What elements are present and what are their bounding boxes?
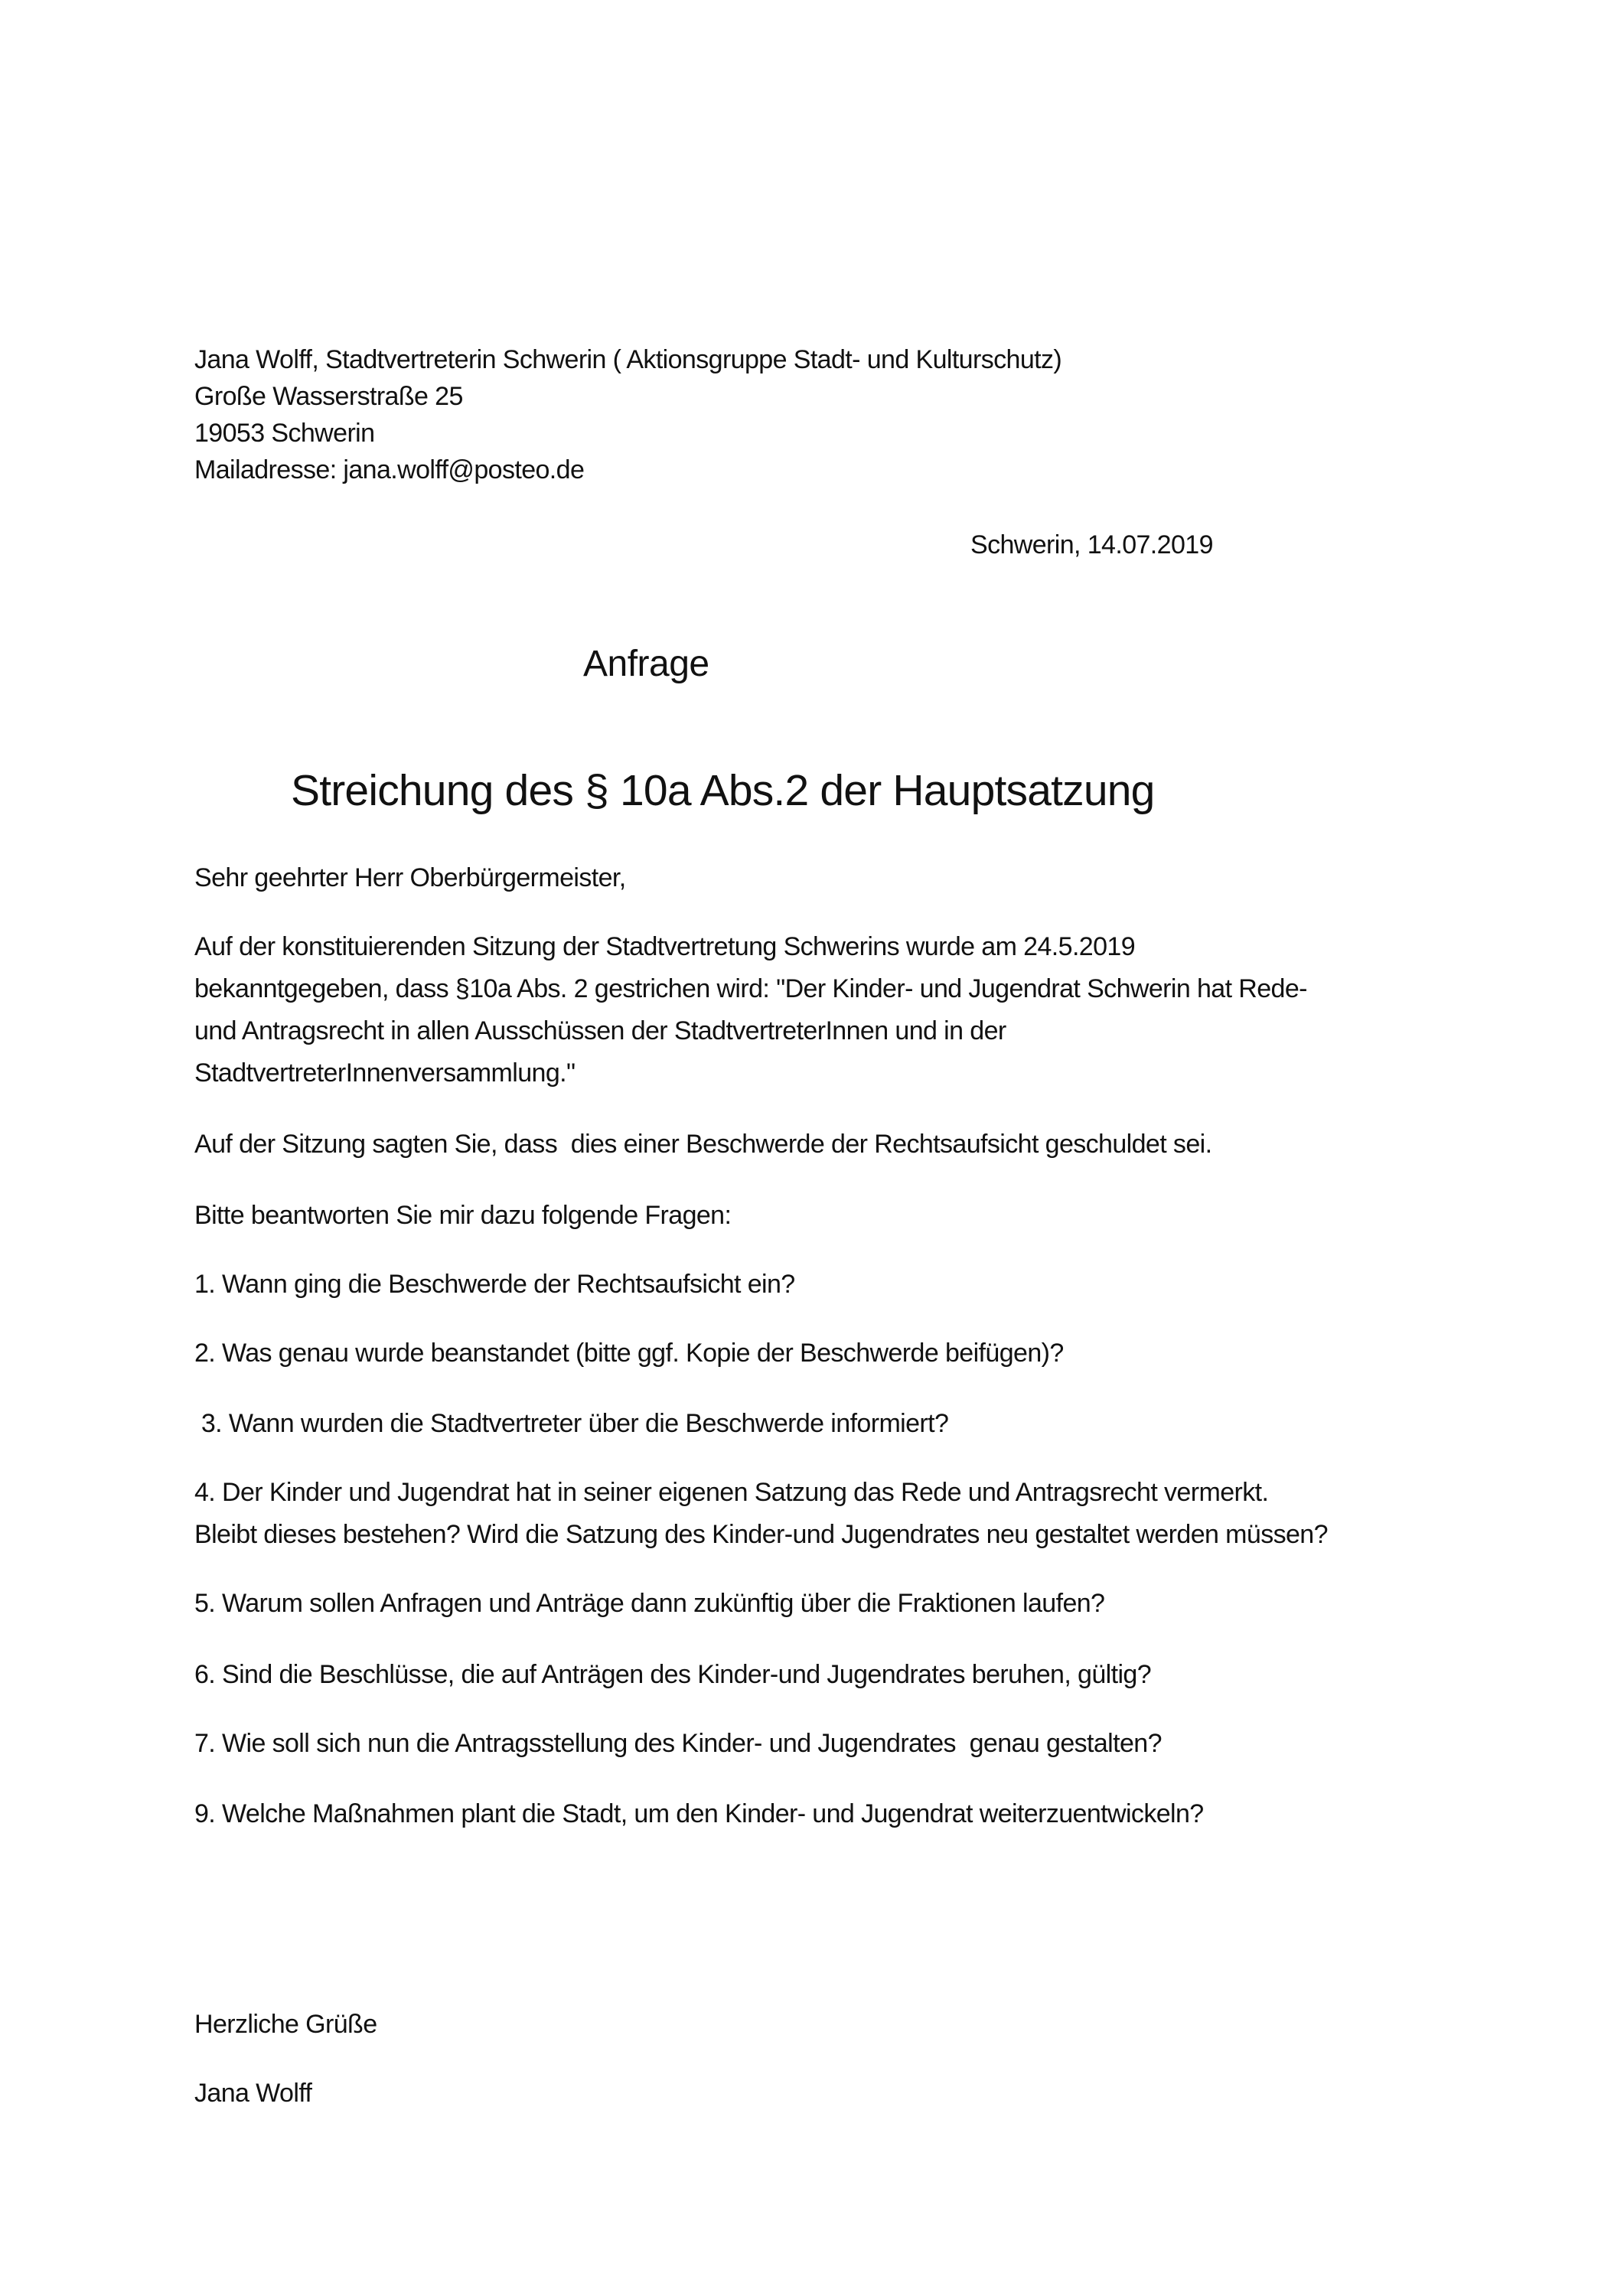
place-date: Schwerin, 14.07.2019	[970, 530, 1213, 559]
question-item: 5. Warum sollen Anfragen und Anträge dann zukünftig über die Fraktionen laufen?	[194, 1589, 1105, 1618]
paragraph-line: StadtvertreterInnenversammlung."	[194, 1058, 576, 1088]
document-type: Anfrage	[583, 644, 709, 684]
paragraph-line: Auf der konstituierenden Sitzung der Stadtvertretung Schwerins wurde am 24.5.2019	[194, 932, 1136, 961]
question-item: 2. Was genau wurde beanstandet (bitte ggf. Kopie der Beschwerde beifügen)?	[194, 1339, 1064, 1368]
question-item-continuation: Bleibt dieses bestehen? Wird die Satzung des Kinder-und Jugendrates neu gestaltet werden müssen?	[194, 1520, 1328, 1549]
question-item: 1. Wann ging die Beschwerde der Rechtsaufsicht ein?	[194, 1270, 795, 1299]
paragraph-line: bekanntgegeben, dass §10a Abs. 2 gestrichen wird: "Der Kinder- und Jugendrat Schwerin hat Rede-	[194, 974, 1307, 1003]
sender-email: Mailadresse: jana.wolff@posteo.de	[194, 455, 585, 484]
signature-name: Jana Wolff	[194, 2079, 312, 2108]
paragraph-line: und Antragsrecht in allen Ausschüssen der StadtvertreterInnen und in der	[194, 1016, 1006, 1045]
closing: Herzliche Grüße	[194, 2010, 377, 2039]
question-item: 6. Sind die Beschlüsse, die auf Anträgen des Kinder-und Jugendrates beruhen, gültig?	[194, 1660, 1152, 1689]
question-item: 4. Der Kinder und Jugendrat hat in seiner eigenen Satzung das Rede und Antragsrecht vermerkt.	[194, 1478, 1269, 1507]
question-item: 7. Wie soll sich nun die Antragsstellung des Kinder- und Jugendrates genau gestalten?	[194, 1729, 1162, 1758]
questions-intro: Bitte beantworten Sie mir dazu folgende Fragen:	[194, 1201, 732, 1230]
sender-name-line: Jana Wolff, Stadtvertreterin Schwerin ( Aktionsgruppe Stadt- und Kulturschutz)	[194, 345, 1062, 374]
subject-heading: Streichung des § 10a Abs.2 der Hauptsatzung	[291, 766, 1155, 815]
question-item: 3. Wann wurden die Stadtvertreter über die Beschwerde informiert?	[194, 1409, 949, 1438]
sender-city: 19053 Schwerin	[194, 419, 375, 448]
statement-paragraph: Auf der Sitzung sagten Sie, dass dies einer Beschwerde der Rechtsaufsicht geschuldet sei.	[194, 1130, 1212, 1159]
question-item: 9. Welche Maßnahmen plant die Stadt, um den Kinder- und Jugendrat weiterzuentwickeln?	[194, 1799, 1204, 1828]
salutation: Sehr geehrter Herr Oberbürgermeister,	[194, 863, 626, 892]
sender-street: Große Wasserstraße 25	[194, 382, 463, 411]
